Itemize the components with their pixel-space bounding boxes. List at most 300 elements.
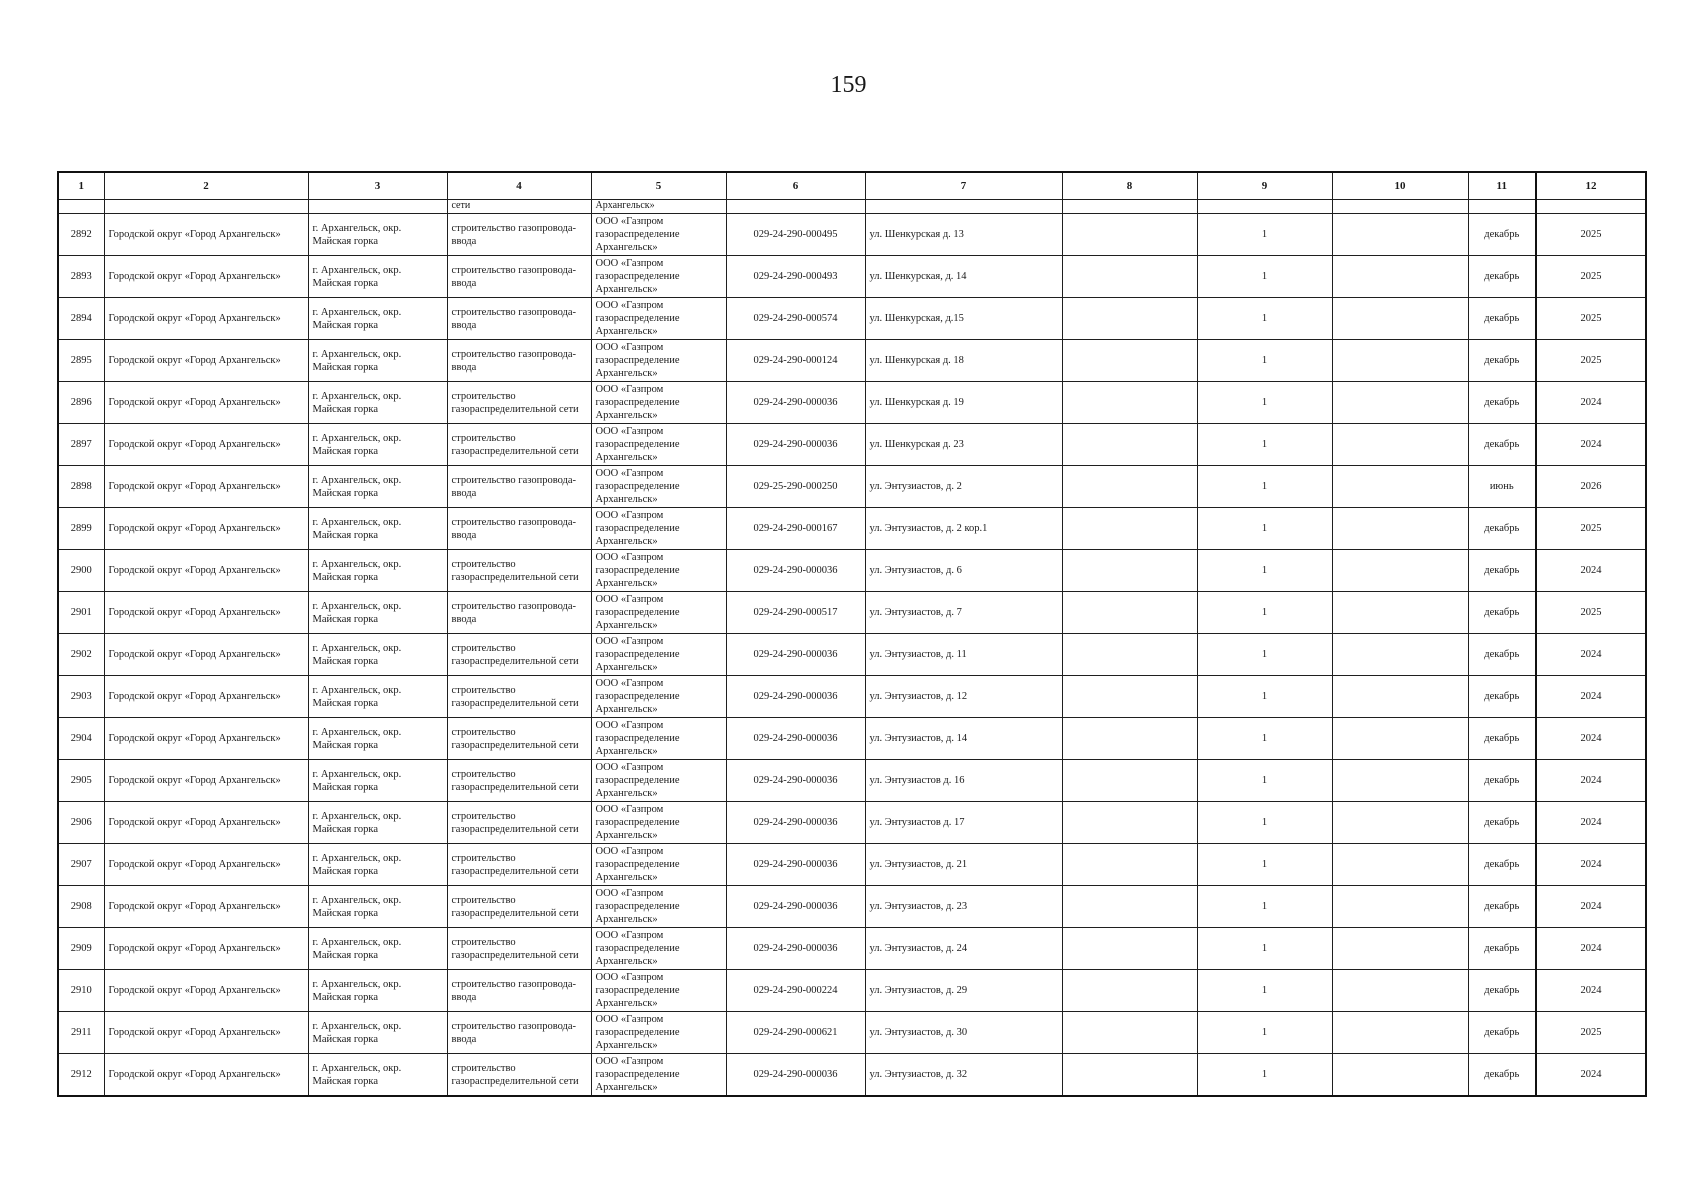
cell-month: декабрь — [1468, 298, 1536, 340]
cell-col8 — [1062, 634, 1197, 676]
cell-month: декабрь — [1468, 970, 1536, 1012]
cell-locality: г. Архангельск, окр. Майская горка — [308, 340, 447, 382]
cell-number: 2909 — [58, 928, 104, 970]
cell-code: 029-24-290-000495 — [726, 214, 865, 256]
cell-code: 029-24-290-000036 — [726, 844, 865, 886]
cell-count: 1 — [1197, 214, 1332, 256]
cell-address: ул. Энтузиастов, д. 30 — [865, 1012, 1062, 1054]
table-row — [58, 466, 1646, 508]
cell-col10 — [1332, 928, 1468, 970]
cell-municipality: Городской округ «Город Архангельск» — [104, 256, 308, 298]
cell-code: 029-24-290-000224 — [726, 970, 865, 1012]
cell-organization: ООО «Газпром газораспределение Архангельск» — [591, 298, 726, 340]
cell-locality: г. Архангельск, окр. Майская горка — [308, 970, 447, 1012]
cell-work-type: строительство газопровода-ввода — [447, 508, 591, 550]
continuation-cell: Архангельск» — [591, 200, 726, 214]
cell-municipality: Городской округ «Город Архангельск» — [104, 634, 308, 676]
cell-year: 2024 — [1536, 760, 1646, 802]
continuation-cell — [865, 200, 1062, 214]
cell-month: декабрь — [1468, 256, 1536, 298]
cell-address: ул. Энтузиастов, д. 24 — [865, 928, 1062, 970]
table-row — [58, 298, 1646, 340]
cell-municipality: Городской округ «Город Архангельск» — [104, 508, 308, 550]
table-row — [58, 634, 1646, 676]
cell-locality: г. Архангельск, окр. Майская горка — [308, 466, 447, 508]
cell-locality: г. Архангельск, окр. Майская горка — [308, 928, 447, 970]
cell-address: ул. Энтузиастов, д. 6 — [865, 550, 1062, 592]
col-header: 2 — [104, 172, 308, 200]
cell-work-type: строительство газораспределительной сети — [447, 886, 591, 928]
cell-work-type: строительство газопровода-ввода — [447, 592, 591, 634]
table-row — [58, 550, 1646, 592]
cell-year: 2025 — [1536, 1012, 1646, 1054]
cell-locality: г. Архангельск, окр. Майская горка — [308, 802, 447, 844]
cell-work-type: строительство газопровода-ввода — [447, 466, 591, 508]
cell-address: ул. Энтузиастов д. 17 — [865, 802, 1062, 844]
cell-number: 2908 — [58, 886, 104, 928]
table-row — [58, 1054, 1646, 1097]
cell-municipality: Городской округ «Город Архангельск» — [104, 802, 308, 844]
cell-number: 2907 — [58, 844, 104, 886]
col-header: 8 — [1062, 172, 1197, 200]
cell-year: 2025 — [1536, 340, 1646, 382]
cell-col8 — [1062, 1054, 1197, 1097]
table-row — [58, 592, 1646, 634]
cell-count: 1 — [1197, 298, 1332, 340]
col-header: 7 — [865, 172, 1062, 200]
cell-code: 029-24-290-000036 — [726, 760, 865, 802]
cell-address: ул. Шенкурская, д. 14 — [865, 256, 1062, 298]
cell-year: 2024 — [1536, 718, 1646, 760]
cell-work-type: строительство газораспределительной сети — [447, 802, 591, 844]
cell-code: 029-24-290-000036 — [726, 802, 865, 844]
cell-year: 2024 — [1536, 1054, 1646, 1097]
table-row — [58, 214, 1646, 256]
cell-year: 2025 — [1536, 214, 1646, 256]
table-row — [58, 886, 1646, 928]
continuation-cell — [1197, 200, 1332, 214]
cell-count: 1 — [1197, 970, 1332, 1012]
cell-year: 2025 — [1536, 256, 1646, 298]
cell-number: 2901 — [58, 592, 104, 634]
cell-number: 2911 — [58, 1012, 104, 1054]
cell-col8 — [1062, 592, 1197, 634]
cell-month: июнь — [1468, 466, 1536, 508]
cell-year: 2024 — [1536, 886, 1646, 928]
cell-col8 — [1062, 760, 1197, 802]
cell-locality: г. Архангельск, окр. Майская горка — [308, 592, 447, 634]
cell-code: 029-24-290-000036 — [726, 1054, 865, 1097]
cell-work-type: строительство газопровода-ввода — [447, 256, 591, 298]
cell-number: 2905 — [58, 760, 104, 802]
cell-col10 — [1332, 634, 1468, 676]
cell-work-type: строительство газораспределительной сети — [447, 928, 591, 970]
cell-address: ул. Энтузиастов, д. 29 — [865, 970, 1062, 1012]
cell-col8 — [1062, 214, 1197, 256]
cell-work-type: строительство газопровода-ввода — [447, 298, 591, 340]
cell-count: 1 — [1197, 676, 1332, 718]
cell-code: 029-25-290-000250 — [726, 466, 865, 508]
cell-address: ул. Энтузиастов, д. 14 — [865, 718, 1062, 760]
cell-work-type: строительство газораспределительной сети — [447, 844, 591, 886]
cell-year: 2024 — [1536, 928, 1646, 970]
continuation-cell — [58, 200, 104, 214]
cell-col10 — [1332, 718, 1468, 760]
cell-work-type: строительство газопровода-ввода — [447, 970, 591, 1012]
cell-count: 1 — [1197, 844, 1332, 886]
cell-number: 2899 — [58, 508, 104, 550]
cell-number: 2900 — [58, 550, 104, 592]
cell-month: декабрь — [1468, 214, 1536, 256]
cell-col10 — [1332, 676, 1468, 718]
table-row — [58, 508, 1646, 550]
cell-organization: ООО «Газпром газораспределение Архангельск» — [591, 592, 726, 634]
col-header: 3 — [308, 172, 447, 200]
cell-count: 1 — [1197, 382, 1332, 424]
cell-organization: ООО «Газпром газораспределение Архангельск» — [591, 760, 726, 802]
cell-work-type: строительство газораспределительной сети — [447, 718, 591, 760]
cell-year: 2024 — [1536, 802, 1646, 844]
cell-count: 1 — [1197, 718, 1332, 760]
cell-col8 — [1062, 382, 1197, 424]
cell-locality: г. Архангельск, окр. Майская горка — [308, 550, 447, 592]
cell-locality: г. Архангельск, окр. Майская горка — [308, 214, 447, 256]
cell-address: ул. Энтузиастов, д. 21 — [865, 844, 1062, 886]
cell-year: 2024 — [1536, 424, 1646, 466]
cell-count: 1 — [1197, 1054, 1332, 1097]
cell-address: ул. Шенкурская, д.15 — [865, 298, 1062, 340]
col-header: 4 — [447, 172, 591, 200]
cell-municipality: Городской округ «Город Архангельск» — [104, 760, 308, 802]
cell-work-type: строительство газораспределительной сети — [447, 676, 591, 718]
table-row — [58, 1012, 1646, 1054]
registry-table — [57, 171, 1647, 1097]
cell-work-type: строительство газораспределительной сети — [447, 760, 591, 802]
cell-count: 1 — [1197, 424, 1332, 466]
cell-address: ул. Энтузиастов, д. 11 — [865, 634, 1062, 676]
cell-address: ул. Шенкурская д. 18 — [865, 340, 1062, 382]
cell-organization: ООО «Газпром газораспределение Архангельск» — [591, 886, 726, 928]
cell-count: 1 — [1197, 928, 1332, 970]
cell-col8 — [1062, 844, 1197, 886]
cell-work-type: строительство газораспределительной сети — [447, 634, 591, 676]
cell-year: 2024 — [1536, 382, 1646, 424]
cell-col10 — [1332, 970, 1468, 1012]
col-header: 11 — [1468, 172, 1536, 200]
cell-col10 — [1332, 802, 1468, 844]
col-header: 10 — [1332, 172, 1468, 200]
cell-col8 — [1062, 256, 1197, 298]
cell-work-type: строительство газораспределительной сети — [447, 424, 591, 466]
cell-municipality: Городской округ «Город Архангельск» — [104, 298, 308, 340]
col-header: 1 — [58, 172, 104, 200]
cell-number: 2897 — [58, 424, 104, 466]
cell-col8 — [1062, 550, 1197, 592]
header-row — [58, 172, 1646, 200]
cell-locality: г. Архангельск, окр. Майская горка — [308, 760, 447, 802]
col-header: 9 — [1197, 172, 1332, 200]
cell-number: 2895 — [58, 340, 104, 382]
cell-organization: ООО «Газпром газораспределение Архангельск» — [591, 214, 726, 256]
cell-locality: г. Архангельск, окр. Майская горка — [308, 634, 447, 676]
cell-address: ул. Энтузиастов, д. 12 — [865, 676, 1062, 718]
cell-locality: г. Архангельск, окр. Майская горка — [308, 256, 447, 298]
cell-col8 — [1062, 802, 1197, 844]
cell-address: ул. Энтузиастов, д. 7 — [865, 592, 1062, 634]
table-row — [58, 970, 1646, 1012]
col-header: 5 — [591, 172, 726, 200]
cell-col8 — [1062, 298, 1197, 340]
cell-code: 029-24-290-000167 — [726, 508, 865, 550]
cell-col8 — [1062, 508, 1197, 550]
cell-number: 2902 — [58, 634, 104, 676]
table-row — [58, 340, 1646, 382]
cell-code: 029-24-290-000574 — [726, 298, 865, 340]
table-row — [58, 802, 1646, 844]
cell-locality: г. Архангельск, окр. Майская горка — [308, 676, 447, 718]
cell-municipality: Городской округ «Город Архангельск» — [104, 886, 308, 928]
cell-col10 — [1332, 466, 1468, 508]
cell-locality: г. Архангельск, окр. Майская горка — [308, 1012, 447, 1054]
cell-code: 029-24-290-000493 — [726, 256, 865, 298]
cell-number: 2896 — [58, 382, 104, 424]
cell-organization: ООО «Газпром газораспределение Архангельск» — [591, 466, 726, 508]
cell-organization: ООО «Газпром газораспределение Архангельск» — [591, 256, 726, 298]
cell-organization: ООО «Газпром газораспределение Архангельск» — [591, 340, 726, 382]
table-row — [58, 718, 1646, 760]
cell-month: декабрь — [1468, 550, 1536, 592]
table-row — [58, 424, 1646, 466]
cell-number: 2906 — [58, 802, 104, 844]
continuation-cell — [1332, 200, 1468, 214]
cell-municipality: Городской округ «Город Архангельск» — [104, 214, 308, 256]
cell-organization: ООО «Газпром газораспределение Архангельск» — [591, 382, 726, 424]
cell-municipality: Городской округ «Город Архангельск» — [104, 592, 308, 634]
cell-col8 — [1062, 1012, 1197, 1054]
cell-address: ул. Энтузиастов д. 16 — [865, 760, 1062, 802]
cell-count: 1 — [1197, 508, 1332, 550]
cell-work-type: строительство газораспределительной сети — [447, 1054, 591, 1097]
cell-address: ул. Шенкурская д. 19 — [865, 382, 1062, 424]
continuation-cell — [1536, 200, 1646, 214]
cell-col10 — [1332, 424, 1468, 466]
cell-code: 029-24-290-000036 — [726, 676, 865, 718]
cell-address: ул. Энтузиастов, д. 2 кор.1 — [865, 508, 1062, 550]
cell-code: 029-24-290-000036 — [726, 424, 865, 466]
cell-col10 — [1332, 760, 1468, 802]
cell-col10 — [1332, 340, 1468, 382]
cell-municipality: Городской округ «Город Архангельск» — [104, 550, 308, 592]
cell-col8 — [1062, 466, 1197, 508]
cell-organization: ООО «Газпром газораспределение Архангельск» — [591, 550, 726, 592]
table-row — [58, 928, 1646, 970]
cell-month: декабрь — [1468, 844, 1536, 886]
cell-year: 2026 — [1536, 466, 1646, 508]
cell-col8 — [1062, 970, 1197, 1012]
cell-month: декабрь — [1468, 1012, 1536, 1054]
cell-col10 — [1332, 1054, 1468, 1097]
cell-month: декабрь — [1468, 886, 1536, 928]
cell-municipality: Городской округ «Город Архангельск» — [104, 718, 308, 760]
cell-code: 029-24-290-000036 — [726, 382, 865, 424]
cell-number: 2898 — [58, 466, 104, 508]
col-header: 6 — [726, 172, 865, 200]
cell-count: 1 — [1197, 886, 1332, 928]
cell-number: 2893 — [58, 256, 104, 298]
cell-code: 029-24-290-000036 — [726, 550, 865, 592]
cell-organization: ООО «Газпром газораспределение Архангельск» — [591, 676, 726, 718]
cell-count: 1 — [1197, 634, 1332, 676]
cell-municipality: Городской округ «Город Архангельск» — [104, 466, 308, 508]
cell-col8 — [1062, 676, 1197, 718]
cell-col8 — [1062, 424, 1197, 466]
cell-number: 2910 — [58, 970, 104, 1012]
cell-year: 2024 — [1536, 550, 1646, 592]
cell-count: 1 — [1197, 466, 1332, 508]
cell-municipality: Городской округ «Город Архангельск» — [104, 844, 308, 886]
cell-month: декабрь — [1468, 508, 1536, 550]
cell-count: 1 — [1197, 1012, 1332, 1054]
cell-month: декабрь — [1468, 760, 1536, 802]
cell-address: ул. Энтузиастов, д. 2 — [865, 466, 1062, 508]
continuation-cell — [726, 200, 865, 214]
cell-locality: г. Архангельск, окр. Майская горка — [308, 844, 447, 886]
cell-col10 — [1332, 508, 1468, 550]
cell-locality: г. Архангельск, окр. Майская горка — [308, 718, 447, 760]
cell-code: 029-24-290-000036 — [726, 634, 865, 676]
cell-municipality: Городской округ «Город Архангельск» — [104, 1012, 308, 1054]
cell-col10 — [1332, 298, 1468, 340]
cell-col10 — [1332, 592, 1468, 634]
cell-municipality: Городской округ «Город Архангельск» — [104, 340, 308, 382]
cell-month: декабрь — [1468, 928, 1536, 970]
cell-col8 — [1062, 928, 1197, 970]
cell-number: 2894 — [58, 298, 104, 340]
table-row — [58, 760, 1646, 802]
cell-number: 2912 — [58, 1054, 104, 1097]
cell-year: 2025 — [1536, 298, 1646, 340]
cell-year: 2024 — [1536, 970, 1646, 1012]
cell-year: 2024 — [1536, 844, 1646, 886]
cell-organization: ООО «Газпром газораспределение Архангельск» — [591, 1054, 726, 1097]
cell-organization: ООО «Газпром газораспределение Архангельск» — [591, 928, 726, 970]
cell-month: декабрь — [1468, 382, 1536, 424]
cell-col10 — [1332, 256, 1468, 298]
cell-locality: г. Архангельск, окр. Майская горка — [308, 508, 447, 550]
cell-code: 029-24-290-000036 — [726, 886, 865, 928]
cell-number: 2904 — [58, 718, 104, 760]
cell-year: 2024 — [1536, 634, 1646, 676]
table-row — [58, 382, 1646, 424]
cell-work-type: строительство газопровода-ввода — [447, 214, 591, 256]
cell-year: 2025 — [1536, 592, 1646, 634]
cell-organization: ООО «Газпром газораспределение Архангельск» — [591, 1012, 726, 1054]
cell-address: ул. Шенкурская д. 13 — [865, 214, 1062, 256]
cell-organization: ООО «Газпром газораспределение Архангельск» — [591, 718, 726, 760]
cell-code: 029-24-290-000036 — [726, 928, 865, 970]
cell-count: 1 — [1197, 592, 1332, 634]
cell-month: декабрь — [1468, 802, 1536, 844]
continuation-cell — [308, 200, 447, 214]
table-row — [58, 844, 1646, 886]
cell-municipality: Городской округ «Город Архангельск» — [104, 424, 308, 466]
cell-year: 2025 — [1536, 508, 1646, 550]
cell-locality: г. Архангельск, окр. Майская горка — [308, 886, 447, 928]
cell-month: декабрь — [1468, 676, 1536, 718]
cell-locality: г. Архангельск, окр. Майская горка — [308, 424, 447, 466]
cell-col8 — [1062, 340, 1197, 382]
cell-work-type: строительство газораспределительной сети — [447, 382, 591, 424]
cell-year: 2024 — [1536, 676, 1646, 718]
cell-code: 029-24-290-000036 — [726, 718, 865, 760]
cell-organization: ООО «Газпром газораспределение Архангельск» — [591, 802, 726, 844]
cell-code: 029-24-290-000621 — [726, 1012, 865, 1054]
cell-count: 1 — [1197, 760, 1332, 802]
cell-count: 1 — [1197, 550, 1332, 592]
cell-locality: г. Архангельск, окр. Майская горка — [308, 1054, 447, 1097]
cell-month: декабрь — [1468, 424, 1536, 466]
cell-col10 — [1332, 214, 1468, 256]
continuation-cell: сети — [447, 200, 591, 214]
cell-code: 029-24-290-000124 — [726, 340, 865, 382]
cell-work-type: строительство газопровода-ввода — [447, 340, 591, 382]
continuation-cell — [1468, 200, 1536, 214]
cell-month: декабрь — [1468, 340, 1536, 382]
cell-work-type: строительство газораспределительной сети — [447, 550, 591, 592]
cell-address: ул. Энтузиастов, д. 23 — [865, 886, 1062, 928]
cell-locality: г. Архангельск, окр. Майская горка — [308, 382, 447, 424]
cell-count: 1 — [1197, 802, 1332, 844]
cell-organization: ООО «Газпром газораспределение Архангельск» — [591, 844, 726, 886]
cell-number: 2903 — [58, 676, 104, 718]
continuation-cell — [104, 200, 308, 214]
page-number: 159 — [830, 72, 867, 98]
cell-organization: ООО «Газпром газораспределение Архангельск» — [591, 970, 726, 1012]
cell-month: декабрь — [1468, 634, 1536, 676]
cell-locality: г. Архангельск, окр. Майская горка — [308, 298, 447, 340]
cell-municipality: Городской округ «Город Архангельск» — [104, 928, 308, 970]
cell-code: 029-24-290-000517 — [726, 592, 865, 634]
cell-col10 — [1332, 1012, 1468, 1054]
cell-count: 1 — [1197, 340, 1332, 382]
table-row — [58, 676, 1646, 718]
cell-municipality: Городской округ «Город Архангельск» — [104, 676, 308, 718]
cell-organization: ООО «Газпром газораспределение Архангельск» — [591, 424, 726, 466]
cell-organization: ООО «Газпром газораспределение Архангельск» — [591, 634, 726, 676]
table-row — [58, 256, 1646, 298]
cell-col10 — [1332, 382, 1468, 424]
cell-col10 — [1332, 844, 1468, 886]
cell-month: декабрь — [1468, 592, 1536, 634]
cell-count: 1 — [1197, 256, 1332, 298]
cell-municipality: Городской округ «Город Архангельск» — [104, 382, 308, 424]
continuation-row — [58, 200, 1646, 214]
cell-col10 — [1332, 550, 1468, 592]
cell-address: ул. Энтузиастов, д. 32 — [865, 1054, 1062, 1097]
cell-organization: ООО «Газпром газораспределение Архангельск» — [591, 508, 726, 550]
cell-municipality: Городской округ «Город Архангельск» — [104, 1054, 308, 1097]
cell-number: 2892 — [58, 214, 104, 256]
cell-col8 — [1062, 886, 1197, 928]
cell-col10 — [1332, 886, 1468, 928]
cell-address: ул. Шенкурская д. 23 — [865, 424, 1062, 466]
col-header: 12 — [1536, 172, 1646, 200]
cell-month: декабрь — [1468, 718, 1536, 760]
cell-month: декабрь — [1468, 1054, 1536, 1097]
continuation-cell — [1062, 200, 1197, 214]
cell-col8 — [1062, 718, 1197, 760]
cell-work-type: строительство газопровода-ввода — [447, 1012, 591, 1054]
